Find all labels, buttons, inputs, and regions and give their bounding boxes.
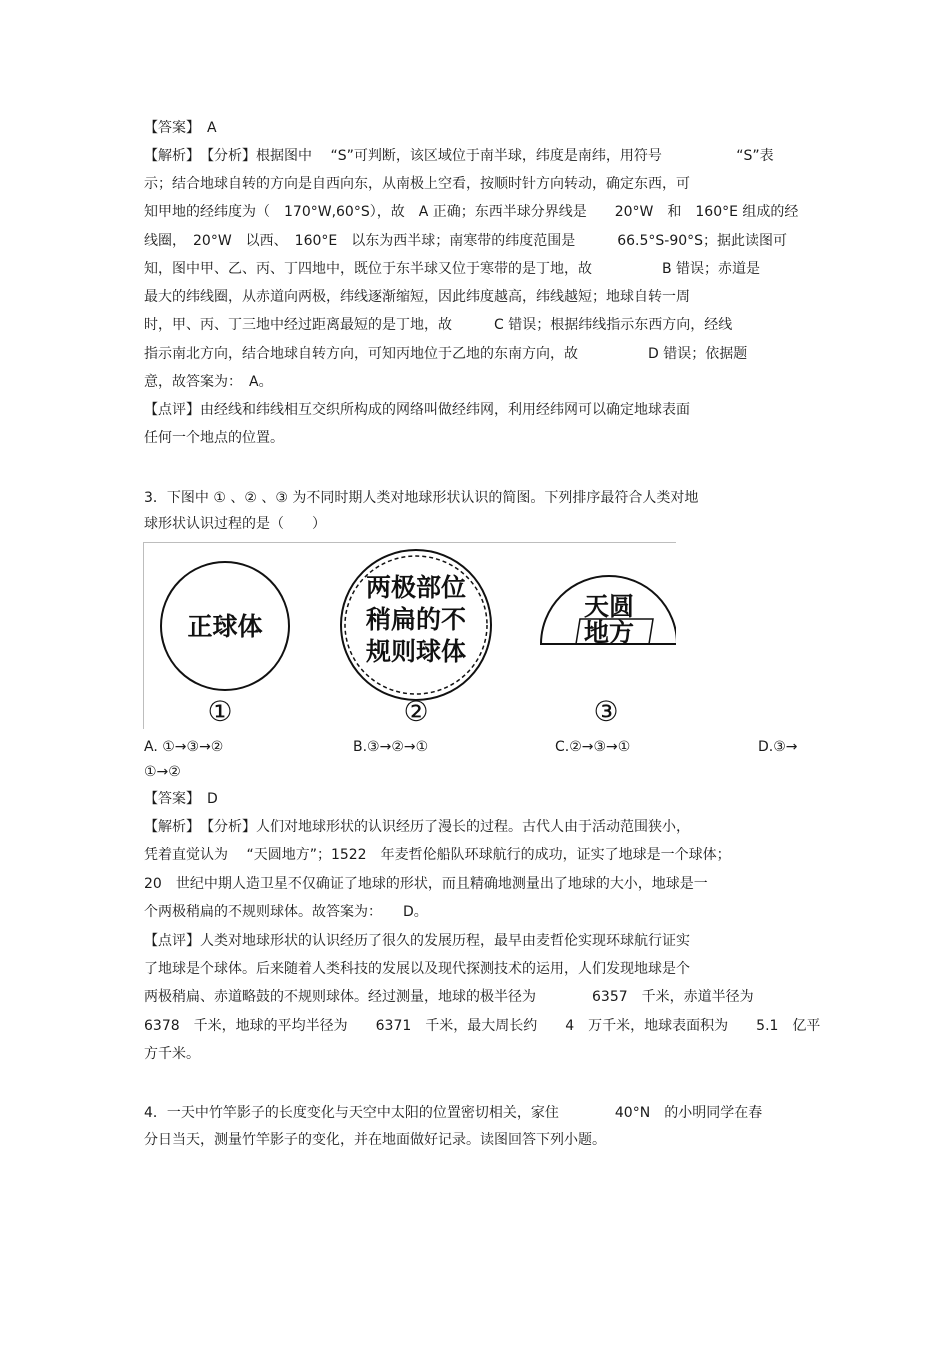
q3-comment-line: 方千米。 — [144, 1046, 200, 1062]
option-d: D.③→ — [758, 739, 798, 755]
q2-answer: 【答案】 A — [144, 120, 217, 136]
q2-analysis-line: 最大的纬线圈，从赤道向两极，纬线逐渐缩短，因此纬度越高，纬线越短；地球自转一周 — [144, 289, 690, 305]
q3-analysis-line: 凭着直觉认为 “天圆地方”；1522 年麦哲伦船队环球航行的成功，证实了地球是一个球体； — [144, 847, 731, 863]
q2-analysis-line: 【解析】 【分析】根据图中 “S”可判断，该区域位于南半球，纬度是南纬，用符号 “S”表 — [144, 148, 774, 164]
circle1-text: 正球体 — [187, 612, 263, 641]
q2-analysis-line: 时，甲、丙、丁三地中经过距离最短的是丁地，故 C 错误；根据纬线指示东西方向，经线 — [144, 317, 733, 333]
option-b: B.③→②→① — [353, 739, 429, 755]
q3-analysis-line: 个两极稍扁的不规则球体。故答案为： D。 — [144, 904, 428, 920]
figure-label-1: ① — [207, 695, 233, 728]
q4-stem-line: 4．一天中竹竿影子的长度变化与天空中太阳的位置密切相关，家住 40°N 的小明同学在春 — [144, 1105, 763, 1121]
q2-analysis-line: 意，故答案为： A。 — [144, 374, 273, 390]
q2-analysis-line: 知甲地的经纬度为（ 170°W,60°S），故 A 正确；东西半球分界线是 20°W 和 160°E 组成的经 — [144, 204, 799, 220]
circle2-text-line: 两极部位 — [365, 573, 467, 602]
q2-comment-line: 任何一个地点的位置。 — [144, 430, 284, 446]
circle2-text-line: 规则球体 — [365, 637, 467, 666]
option-d-continued: ①→② — [144, 764, 181, 780]
option-a: A. ①→③→② — [144, 739, 224, 755]
q3-comment-line: 【点评】人类对地球形状的认识经历了很久的发展历程，最早由麦哲伦实现环球航行证实 — [144, 933, 690, 949]
figure-label-3: ③ — [593, 695, 619, 728]
q2-analysis-line: 线圈， 20°W 以西、 160°E 以东为西半球；南寒带的纬度范围是 66.5°S-90°S；据此读图可 — [144, 233, 788, 249]
q2-analysis-line: 知，图中甲、乙、丙、丁四地中，既位于东半球又位于寒带的是丁地，故 B 错误；赤道是 — [144, 261, 761, 277]
circle2-text-line: 稍扁的不 — [365, 605, 467, 634]
q3-comment-line: 了地球是个球体。后来随着人类科技的发展以及现代探测技术的运用，人们发现地球是个 — [144, 961, 690, 977]
dome-text-line: 天圆 — [583, 592, 635, 621]
q3-analysis-line: 20 世纪中期人造卫星不仅确证了地球的形状，而且精确地测量出了地球的大小，地球是一 — [144, 876, 708, 892]
earth-shape-svg — [144, 543, 676, 729]
dome-text-line: 地方 — [583, 618, 635, 647]
q3-analysis-line: 【解析】 【分析】人们对地球形状的认识经历了漫长的过程。古代人由于活动范围狭小， — [144, 819, 690, 835]
q3-stem-line: 球形状认识过程的是（ ） — [144, 516, 326, 532]
figure-label-2: ② — [403, 695, 429, 728]
q3-stem-line: 3．下图中 ① 、② 、③ 为不同时期人类对地球形状认识的简图。下列排序最符合人类对地 — [144, 490, 699, 506]
q3-comment-line: 6378 千米，地球的平均半径为 6371 千米，最大周长约 4 万千米，地球表面积为 5.1 亿平 — [144, 1018, 821, 1034]
q4-stem-line: 分日当天，测量竹竿影子的变化，并在地面做好记录。读图回答下列小题。 — [144, 1132, 606, 1148]
option-c: C.②→③→① — [555, 739, 631, 755]
q3-answer: 【答案】 D — [144, 791, 218, 807]
q3-comment-line: 两极稍扁、赤道略鼓的不规则球体。经过测量，地球的极半径为 6357 千米，赤道半径为 — [144, 989, 754, 1005]
q2-analysis-line: 指示南北方向，结合地球自转方向，可知丙地位于乙地的东南方向，故 D 错误；依据题 — [144, 346, 748, 362]
q2-comment-line: 【点评】由经线和纬线相互交织所构成的网络叫做经纬网，利用经纬网可以确定地球表面 — [144, 402, 690, 418]
q2-analysis-line: 示；结合地球自转的方向是自西向东，从南极上空看，按顺时针方向转动，确定东西，可 — [144, 176, 690, 192]
earth-shape-figure — [143, 542, 676, 729]
